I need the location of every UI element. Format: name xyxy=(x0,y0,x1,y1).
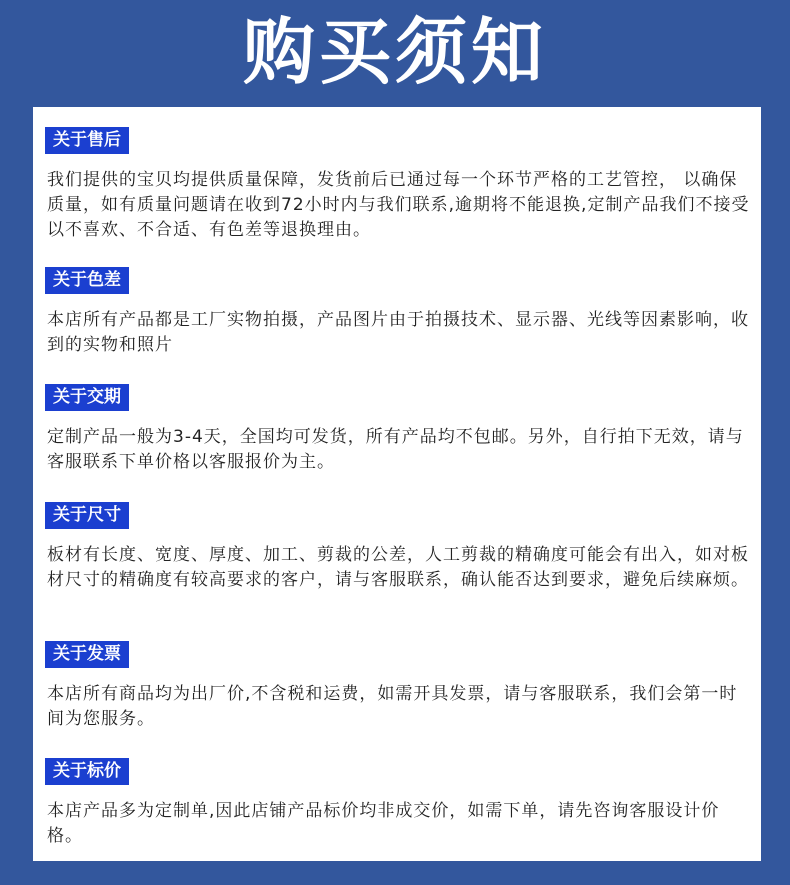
section-body-color-difference: 本店所有产品都是工厂实物拍摄，产品图片由于拍摄技术、显示器、光线等因素影响，收到的实物和照片 xyxy=(47,310,749,355)
page-title: 购买须知 xyxy=(242,10,547,94)
section-tag-after-sales: 关于售后 xyxy=(45,127,129,154)
section-body-delivery-time: 定制产品一般为3-4天，全国均可发货，所有产品均不包邮。另外，自行拍下无效，请与客服联系下单价格以客服报价为主。 xyxy=(47,427,744,472)
section-body-after-sales: 我们提供的宝贝均提供质量保障，发货前后已通过每一个环节严格的工艺管控， 以确保质量，如有质量问题请在收到72小时内与我们联系,逾期将不能退换,定制产品我们不接受以不喜欢、不合适、有色差等退换理由。 xyxy=(47,170,750,240)
section-tag-dimensions: 关于尺寸 xyxy=(45,502,129,529)
section-tag-delivery-time: 关于交期 xyxy=(45,384,129,411)
content-panel xyxy=(33,107,761,861)
section-body-invoice: 本店所有商品均为出厂价,不含税和运费，如需开具发票，请与客服联系，我们会第一时间为您服务。 xyxy=(47,684,738,729)
section-body-price-label: 本店产品多为定制单,因此店铺产品标价均非成交价，如需下单，请先咨询客服设计价格。 xyxy=(47,801,720,846)
section-tag-price-label: 关于标价 xyxy=(45,758,129,785)
section-tag-invoice: 关于发票 xyxy=(45,641,129,668)
section-body-dimensions: 板材有长度、宽度、厚度、加工、剪裁的公差，人工剪裁的精确度可能会有出入，如对板材尺寸的精确度有较高要求的客户，请与客服联系，确认能否达到要求，避免后续麻烦。 xyxy=(47,545,749,590)
section-tag-color-difference: 关于色差 xyxy=(45,267,129,294)
